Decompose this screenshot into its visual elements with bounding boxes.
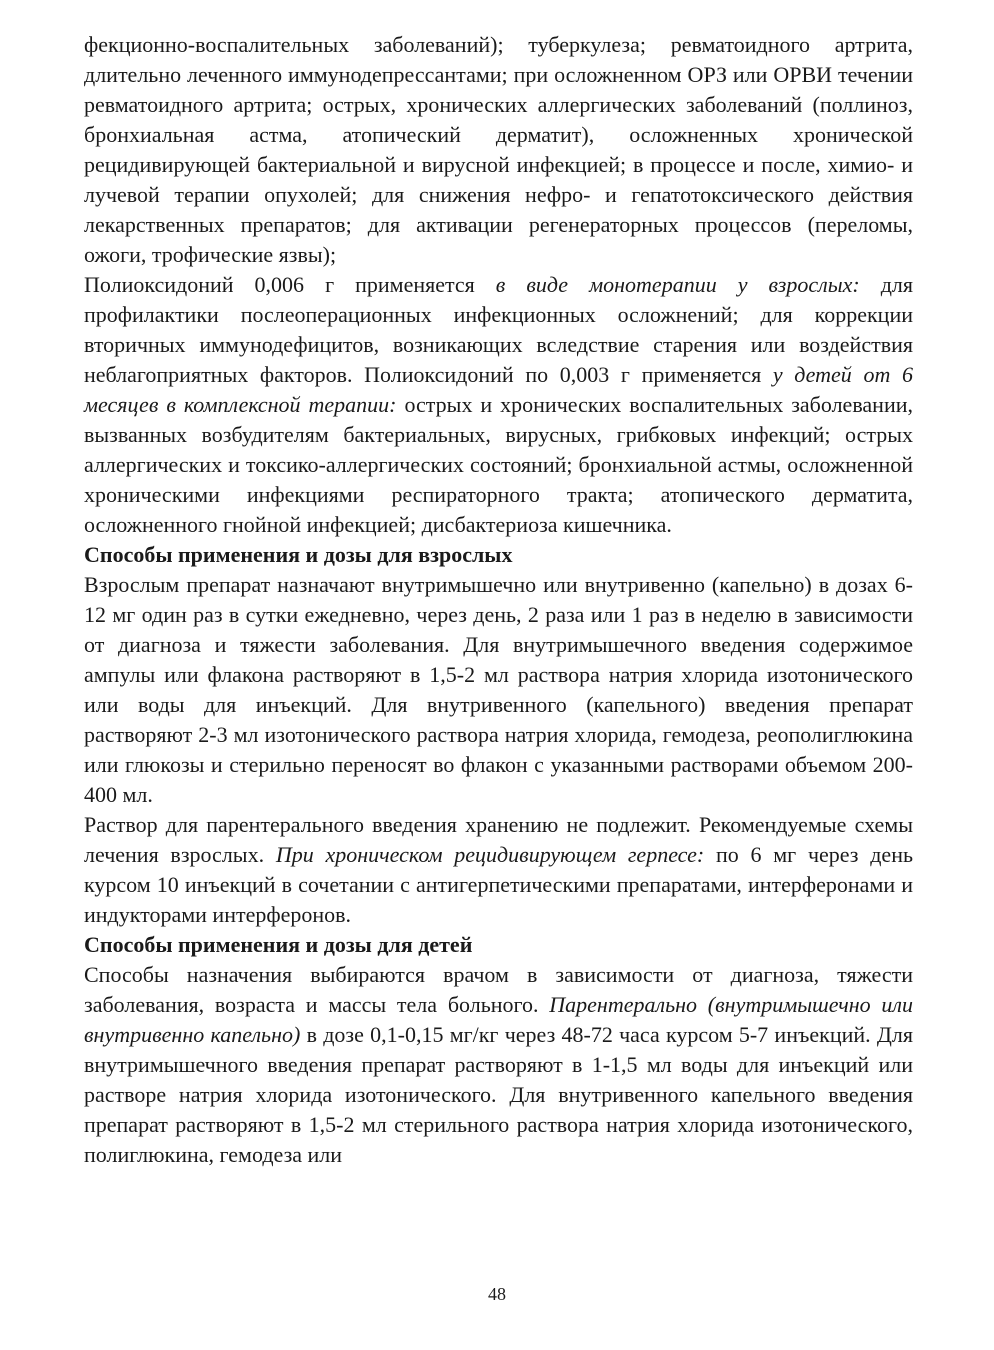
text-run: в дозе 0,1-0,15 мг/кг через 48-72 часа курсом 5-7 инъекций. Для внутримышечного введения препарат растворяют в 1-1,5 мл воды для инъекций или растворе натрия хлорида изотонического. Для внутривенного капельного введения препарат растворяют в 1,5-2 мл стерильного раствора натрия хлорида изотонического, полиглюкина, гемодеза или <box>84 1022 913 1167</box>
italic-run: Парентерально (внутримышечно или внутривенно капельно) <box>84 992 914 1047</box>
italic-run: у детей от 6 месяцев в комплексной терапии: <box>84 362 913 417</box>
text-run: Взрослым препарат назначают внутримышечно или внутривенно (капельно) в дозах 6-12 мг один раз в сутки ежедневно, через день, 2 раза или 1 раз в неделю в зависимости от диагноза и тяжести заболевания. Для внутримышечного введения содержимое ампулы или флакона растворяют в 1,5-2 мл раствора натрия хлорида изотонического или воды для инъекций. Для внутривенного (капельного) введения препарат растворяют 2-3 мл изотонического раствора натрия хлорида, гемодеза, реополиглюкина или глюкозы и стерильно переносят во флакон с указанными растворами объемом 200-400 мл. <box>84 572 913 807</box>
page-number: 48 <box>488 1284 506 1304</box>
text-run: острых и хронических воспалительных заболевании, вызванных возбудителям бактериальных, вирусных, грибковых инфекций; острых аллергических и токсико-аллергических состояний; бронхиальной астмы, осложненной хроническими инфекциями респираторного тракта; атопического дерматита, осложненного гнойной инфекцией; дисбактериоза кишечника. <box>84 392 913 537</box>
text-run: Способы назначения выбираются врачом в зависимости от диагноза, тяжести заболевания, возраста и массы тела больного. <box>84 962 913 1017</box>
italic-run: При хроническом рецидивирующем герпесе: <box>275 842 705 867</box>
text-run: фекционно-воспалительных заболеваний); туберкулеза; ревматоидного артрита, длительно леченного иммунодепрессантами; при осложненном ОРЗ или ОРВИ течении ревматоидного артрита; острых, хронических аллергических заболеваний (поллиноз, бронхиальная астма, атопический дерматит), осложненных хронической рецидивирующей бактериальной и вирусной инфекцией; в процессе и после, химио- и лучевой терапии опухолей; для снижения нефро- и гепатотоксического действия лекарственных препаратов; для активации регенераторных процессов (переломы, ожоги, трофические язвы); <box>84 32 913 267</box>
heading-text: Способы применения и дозы для взрослых <box>84 542 513 567</box>
italic-run: в виде монотерапии у взрослых: <box>495 272 860 297</box>
page-content <box>84 30 913 1170</box>
heading-child-dosage <box>84 930 913 960</box>
paragraph-indications-continued <box>84 30 913 270</box>
paragraph-adult-dosage <box>84 570 913 810</box>
heading-adult-dosage <box>84 540 913 570</box>
paragraph-child-dosage <box>84 960 913 1170</box>
text-run: для профилактики послеоперационных инфекционных осложнений; для коррекции вторичных иммунодефицитов, возникающих вследствие старения или воздействия неблагоприятных факторов. Полиоксидоний по 0,003 г применяется <box>84 272 913 387</box>
paragraph-polyoxidonium-usage <box>84 270 913 540</box>
heading-text: Способы применения и дозы для детей <box>84 932 473 957</box>
paragraph-adult-schemes <box>84 810 913 930</box>
text-run: Полиоксидоний 0,006 г применяется <box>84 272 496 297</box>
text-run: Раствор для парентерального введения хранению не подлежит. Рекомендуемые схемы лечения взрослых. <box>84 812 913 867</box>
text-run: по 6 мг через день курсом 10 инъекций в сочетании с антигерпетическими препаратами, интерферонами и индукторами интерферонов. <box>84 842 913 927</box>
